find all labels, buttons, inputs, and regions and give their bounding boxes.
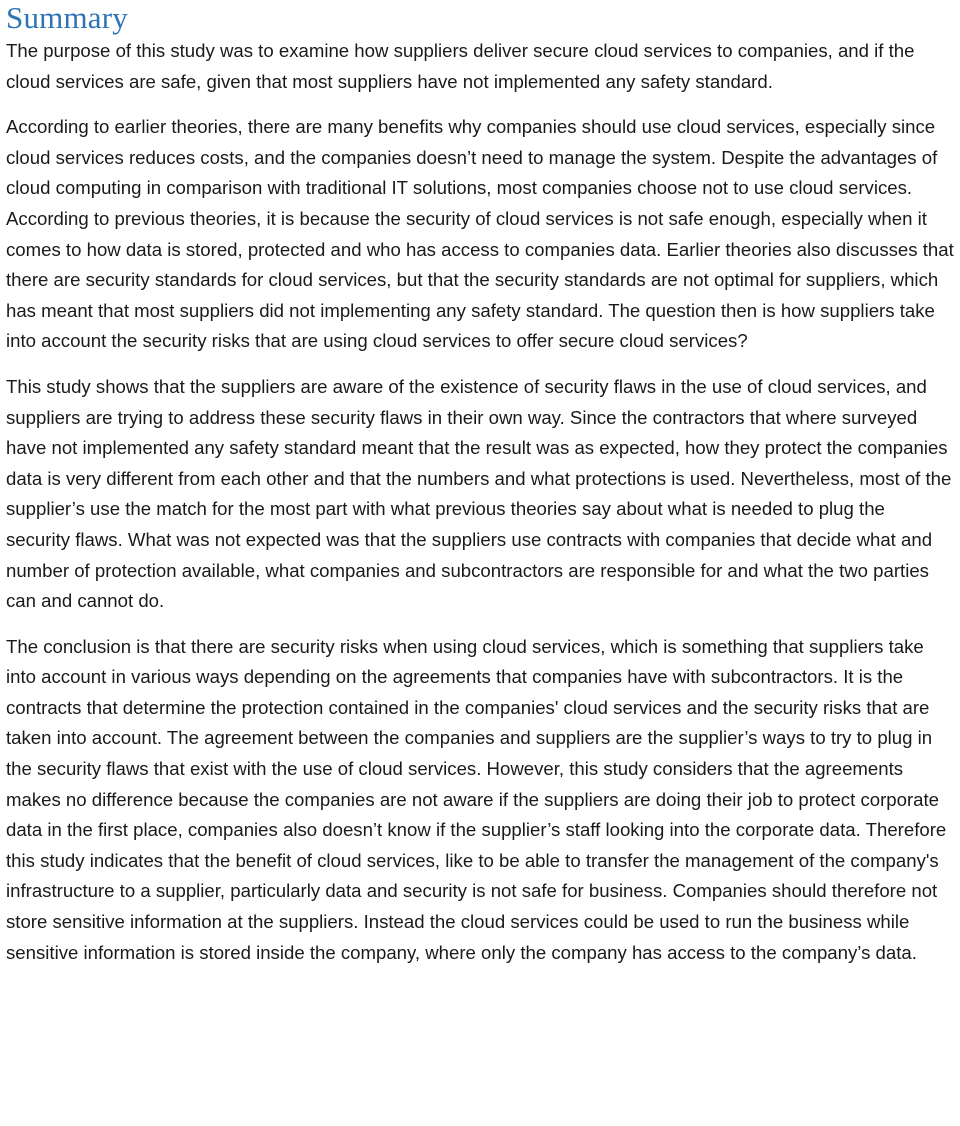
paragraph-purpose: The purpose of this study was to examine how suppliers deliver secure cloud services to companies, and if the cloud services are safe, given that most suppliers have not implemented any safety standard.: [6, 40, 915, 92]
paragraph-background: According to earlier theories, there are many benefits why companies should use cloud services, especially since cloud services reduces costs, and the companies doesn’t need to manage the system. Despite the advantages of cloud computing in comparison with traditional IT solutions, most companies choose not to use cloud services. According to previous theories, it is because the security of cloud services is not safe enough, especially when it comes to how data is stored, protected and who has access to companies data. Earlier theories also discusses that there are security standards for cloud services, but that the security standards are not optimal for suppliers, which has meant that most suppliers did not implementing any safety standard. The question then is how suppliers take into account the security risks that are using cloud services to offer secure cloud services?: [6, 116, 954, 352]
paragraph-findings: This study shows that the suppliers are aware of the existence of security flaws in the use of cloud services, and suppliers are trying to address these security flaws in their own way. Since the contractors that where surveyed have not implemented any safety standard meant that the result was as expected, how they protect the companies data is very different from each other and that the numbers and what protections is used. Nevertheless, most of the supplier’s use the match for the most part with what previous theories say about what is needed to plug the security flaws. What was not expected was that the suppliers use contracts with companies that decide what and number of protection available, what companies and subcontractors are responsible for and what the two parties can and cannot do.: [6, 375, 952, 612]
paragraph-conclusion: The conclusion is that there are security risks when using cloud services, which is something that suppliers take into account in various ways depending on the agreements that companies have with subcontractors. It is the contracts that determine the protection contained in the companies' cloud services and the security risks that are taken into account. The agreement between the companies and suppliers are the supplier’s ways to try to plug in the security flaws that exist with the use of cloud services. However, this study considers that the agreements makes no difference because the companies are not aware if the suppliers are doing their job to protect corporate data in the first place, companies also doesn’t know if the supplier’s staff looking into the corporate data. Therefore this study indicates that the benefit of cloud services, like to be able to transfer the management of the company's infrastructure to a supplier, particularly data and security is not safe for business. Companies should therefore not store sensitive information at the suppliers. Instead the cloud services could be used to run the business while sensitive information is stored inside the company, where only the company has access to the company’s data.: [6, 635, 947, 963]
section-heading: Summary: [6, 0, 128, 35]
